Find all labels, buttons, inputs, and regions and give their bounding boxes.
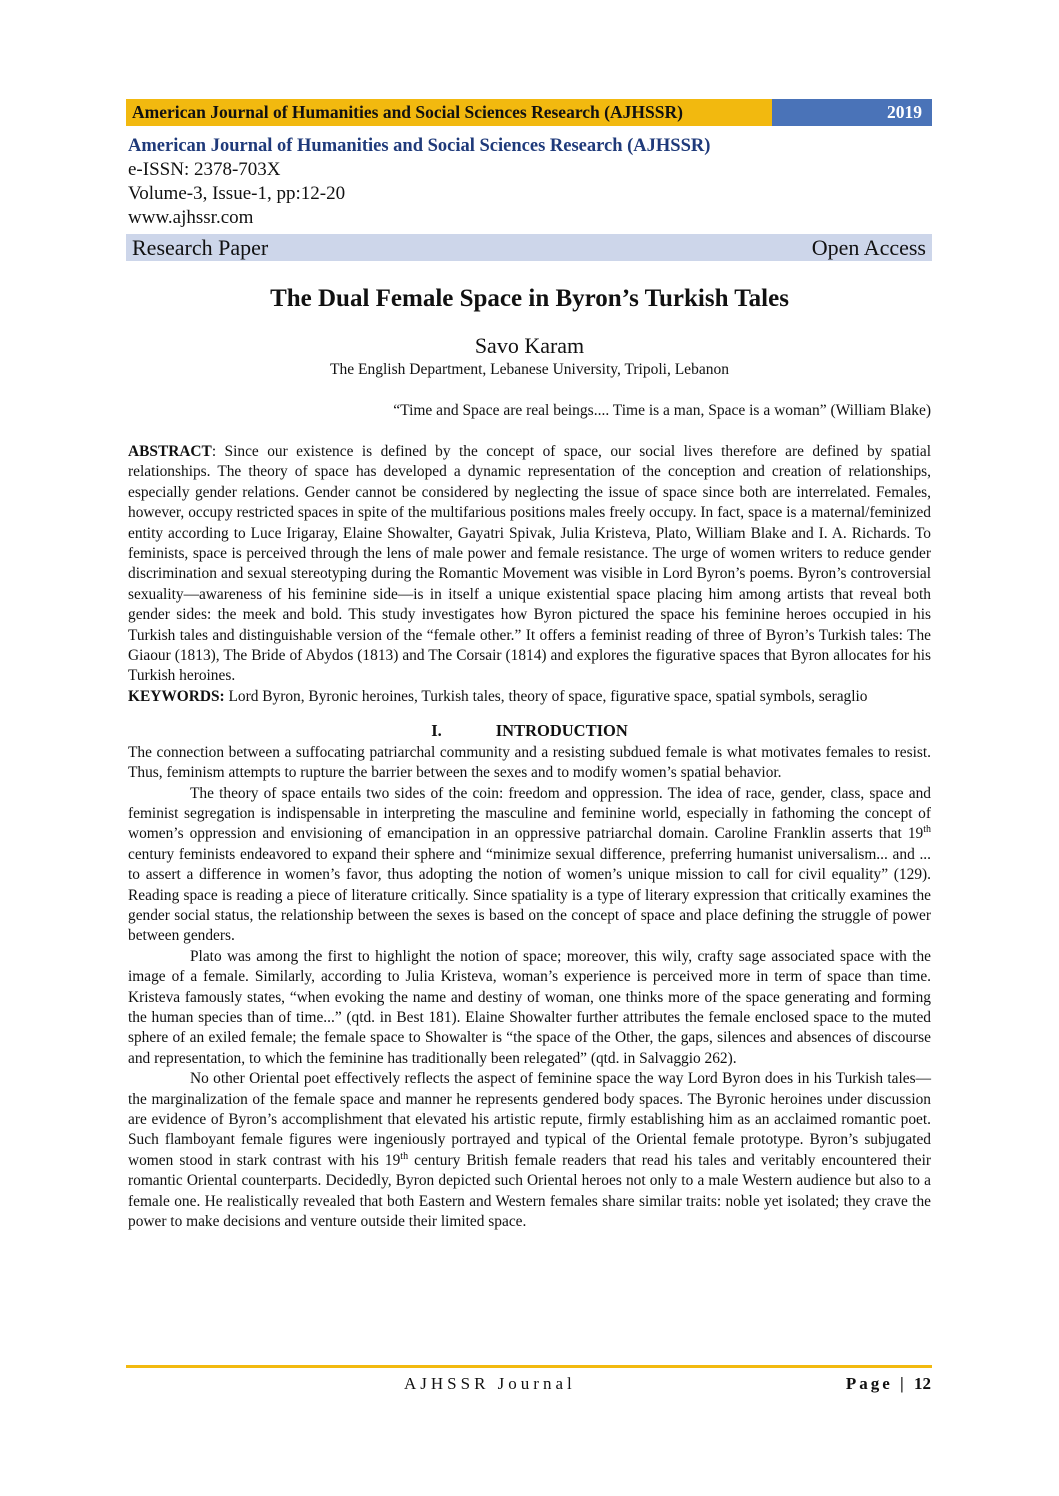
keywords-text: Lord Byron, Byronic heroines, Turkish tales, theory of space, figurative space, spatial symbols, seraglio	[224, 687, 868, 705]
paragraph-4-part-b: century British female readers that read his tales and veritably encountered their romantic Oriental counterparts. Decidedly, Byron depicted such Oriental heroes not only to a male Western audience but also to a female one. He realistically revealed that both Eastern and Western females share similar traits: noble yet isolated; they crave the power to make decisions and venture outside their limited space.	[128, 1151, 932, 1231]
author-affiliation: The English Department, Lebanese University, Tripoli, Lebanon	[330, 361, 729, 378]
section-title: INTRODUCTION	[495, 721, 628, 741]
access-type: Open Access	[811, 234, 926, 260]
website-link[interactable]: www.ajhssr.com	[128, 207, 254, 228]
keywords-label: KEYWORDS:	[128, 687, 225, 705]
epigraph-quote: “Time and Space are real beings.... Time is a man, Space is a woman” (William Blake)	[393, 402, 931, 419]
superscript-th: th	[400, 1150, 409, 1162]
superscript-th: th	[923, 824, 931, 836]
journal-info	[128, 134, 928, 230]
article-author: Savo Karam	[474, 333, 585, 358]
section-number: I.	[431, 721, 442, 741]
section-heading	[128, 721, 931, 741]
abstract-label: ABSTRACT	[128, 443, 212, 460]
banner-journal-name: American Journal of Humanities and Social Sciences Research (AJHSSR)	[126, 99, 772, 126]
page-footer	[128, 1374, 931, 1394]
paper-type-bar	[126, 234, 932, 261]
paragraph-4-part-a: No other Oriental poet effectively reflects the aspect of feminine space the way Lord Byron does in his Turkish tales—the marginalization of the female space and manner he represents gendered body spaces. The Byronic heroines under discussion are evidence of Byron’s accomplishment that elevated his artistic repute, firmly establishing him as an acclaimed romantic poet. Such flamboyant female figures were ingeniously portrayed and typical of the Oriental female prototype. Byron’s subjugated women stood in stark contrast with his 19	[128, 1070, 931, 1169]
paper-type: Research Paper	[132, 234, 269, 260]
page-number: 12	[914, 1374, 931, 1393]
journal-name: American Journal of Humanities and Social Sciences Research (AJHSSR)	[128, 136, 711, 156]
footer-divider	[126, 1365, 932, 1368]
page-label: Page |	[845, 1374, 914, 1393]
keywords	[128, 687, 931, 707]
paragraph-2	[128, 784, 931, 947]
banner-year: 2019	[772, 99, 932, 126]
journal-banner	[126, 99, 932, 126]
paragraph-2-part-b: century feminists endeavored to expand their sphere and “minimize sexual difference, preferring humanist universalism... and ... to assert a difference in women’s favor, thus adopting the notion of women’s unique mission to call for civil equality” (129). Reading space is reading a piece of literature critically. Since spatiality is a type of literary expression that critically examines the gender social status, the relationship between the sexes is based on the concept of space and place defining the struggle of power between genders.	[128, 845, 931, 945]
abstract	[128, 442, 931, 687]
paragraph-1: The connection between a suffocating patriarchal community and a resisting subdued female is what motivates females to resist. Thus, feminism attempts to rupture the barrier between the sexes and to modify women’s spatial behavior.	[128, 743, 931, 782]
article-body	[128, 442, 931, 1232]
paragraph-2-part-a: The theory of space entails two sides of the coin: freedom and oppression. The idea of race, gender, class, space and feminist segregation is indispensable in interpreting the masculine and feminine world, especially in fathoming the concept of women’s oppression and envisioning of emancipation in an oppressive patriarchal domain. Caroline Franklin asserts that 19	[128, 784, 931, 843]
abstract-text: : Since our existence is defined by the concept of space, our social lives therefore are defined by spatial relationships. The theory of space has developed a dynamic representation of the conception and creation of relationships, especially gender relations. Gender cannot be considered by neglecting the issue of space since both are interrelated. Females, however, occupy restricted spaces in spite of the multifarious positions males freely occupy. In fact, space is a maternal/feminized entity according to Luce Irigaray, Elaine Showalter, Gayatri Spivak, Julia Kristeva, Plato, William Blake and I. A. Richards. To feminists, space is perceived through the lens of male power and female resistance. The urge of women writers to reduce gender discrimination and sexual stereotyping during the Romantic Movement was visible in Lord Byron’s poems. Byron’s controversial sexuality—awareness of his feminine side—is in itself a unique existential space placing him among artists that reveal both gender sides: the meek and bold. This study investigates how Byron pictured the space his feminine heroes occupied in his Turkish tales and distinguishable version of the “female other.” It offers a feminist reading of three of Byron’s Turkish tales: The Giaour (1813), The Bride of Abydos (1813) and The Corsair (1814) and explores the figurative spaces that Byron allocates for his Turkish heroines.	[128, 443, 931, 685]
footer-journal: AJHSSR Journal	[404, 1374, 576, 1393]
eissn: e-ISSN: 2378-703X	[128, 159, 281, 180]
footer-page	[846, 1374, 931, 1394]
volume-issue: Volume-3, Issue-1, pp:12-20	[128, 183, 346, 204]
paragraph-4	[128, 1069, 931, 1232]
article-title: The Dual Female Space in Byron’s Turkish Tales	[270, 285, 789, 312]
paragraph-3: Plato was among the first to highlight the notion of space; moreover, this wily, crafty sage associated space with the image of a female. Similarly, according to Julia Kristeva, woman’s experience is perceived more in term of space than time. Kristeva famously states, “when evoking the name and destiny of woman, one thinks more of the space generating and forming the human species than of time...” (qtd. in Best 181). Elaine Showalter further attributes the female enclosed space to the muted sphere of an exiled female; the female space to Showalter is “the space of the Other, the gaps, silences and absences of discourse and representation, to which the feminine has traditionally been relegated” (qtd. in Salvaggio 262).	[128, 947, 931, 1067]
